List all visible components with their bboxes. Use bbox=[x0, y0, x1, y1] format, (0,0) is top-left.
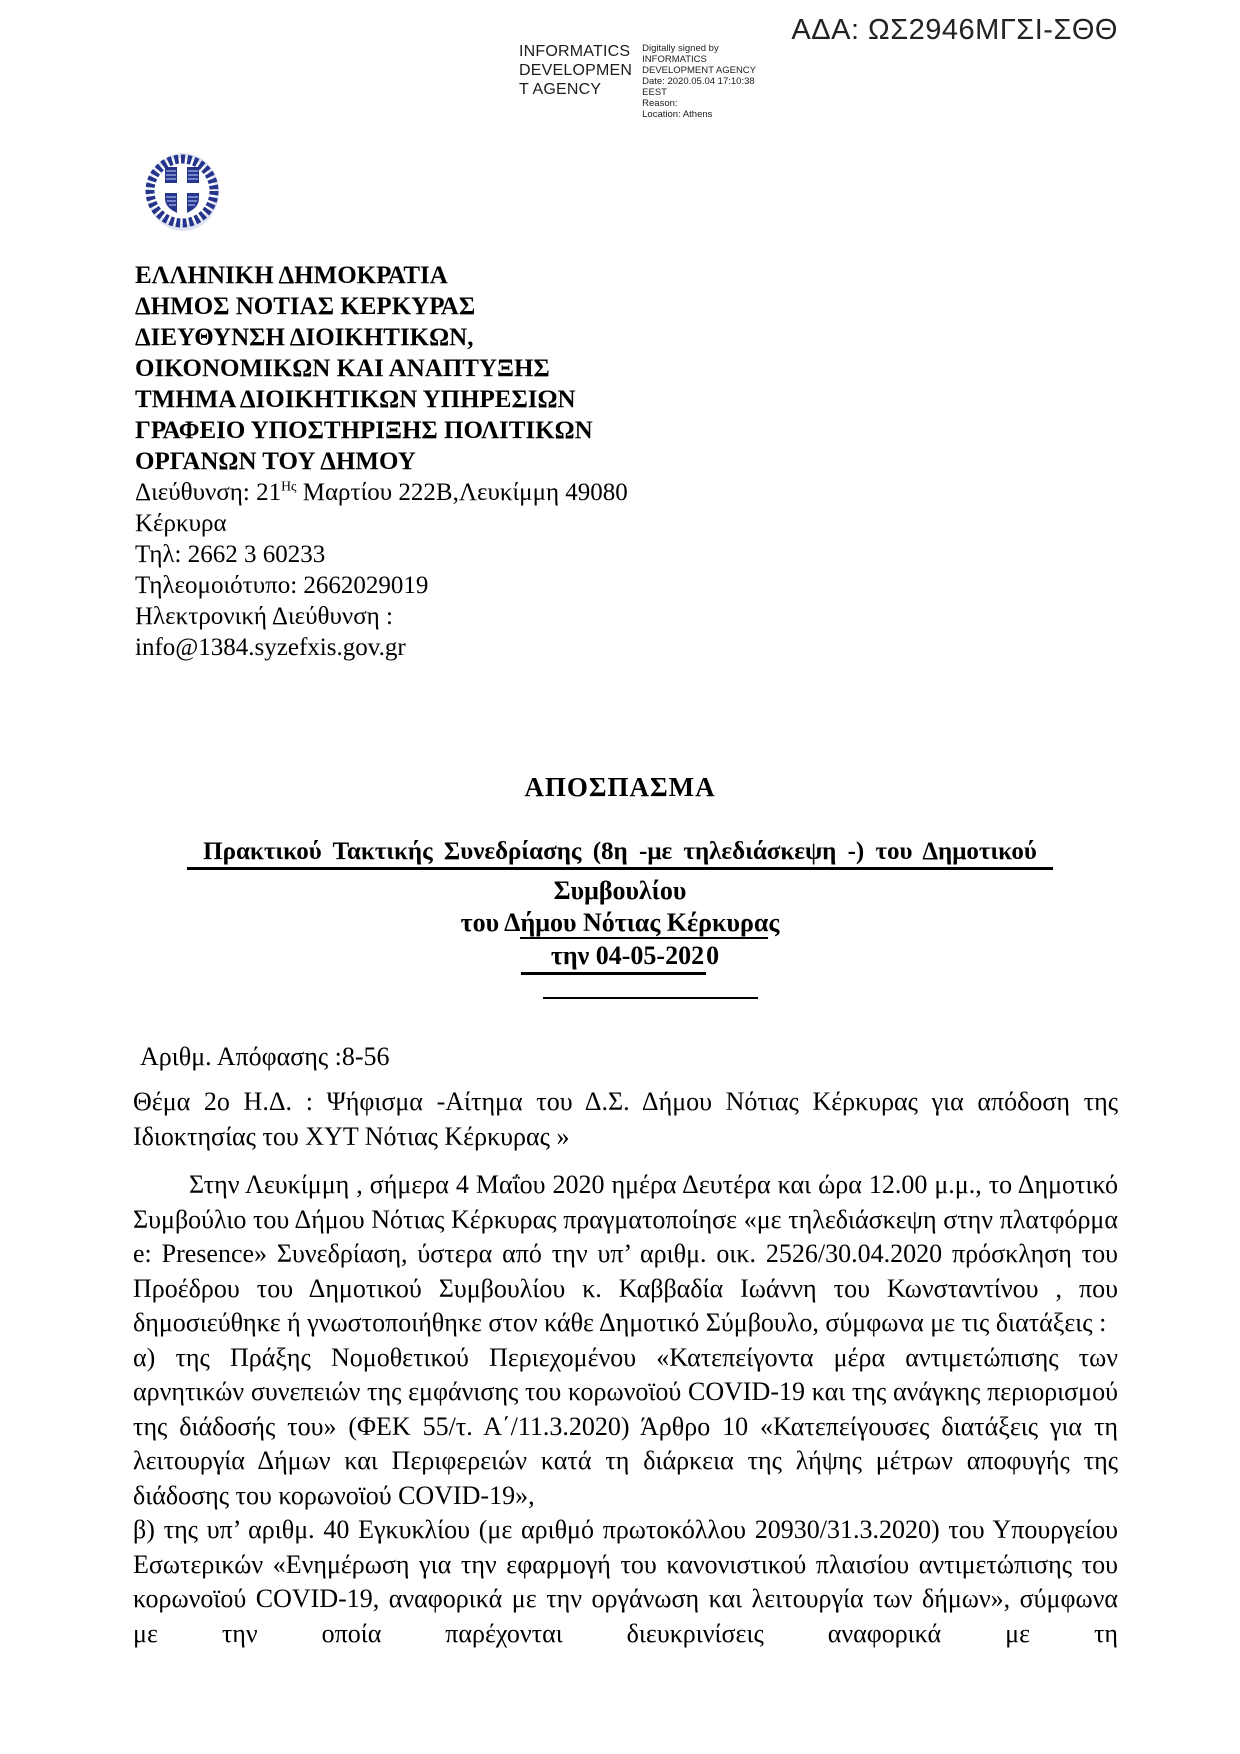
session-heading-line3-prefix: του Δ bbox=[460, 908, 521, 937]
signature-agency-line: INFORMATICS bbox=[519, 43, 631, 60]
signature-detail-line: DEVELOPMENT AGENCY bbox=[642, 65, 756, 76]
body-paragraph-1: Στην Λευκίμμη , σήμερα 4 Μαΐου 2020 ημέρα Δευτέρα και ώρα 12.00 μ.μ., το Δημοτικό Συμβούλιο του Δήμου Νότιας Κέρκυρας πραγματοποίησε «με τηλεδιάσκεψη στην πλατφόρμα e: Presence» Συνεδρίαση, ύστερα από την υπ’ αριθμ. οικ. 2526/30.04.2020 πρόσκληση του Προέδρου του Δημοτικού Συμβουλίου κ. Καββαδία Ιωάννη του Κωνσταντίνου , που δημοσιεύθηκε ή γνωστοποιήθηκε στον κάθε Δημοτικό Σύμβουλο, σύμφωνα με τις διατάξεις : bbox=[133, 1170, 1118, 1337]
agency-email-label: Ηλεκτρονική Διεύθυνση : bbox=[135, 603, 393, 630]
agency-header-line: ΟΡΓΑΝΩΝ ΤΟΥ ΔΗΜΟΥ bbox=[135, 448, 416, 475]
signature-detail-line: EEST bbox=[642, 87, 667, 98]
agency-address bbox=[135, 477, 675, 508]
agency-header-line: ΔΗΜΟΣ ΝΟΤΙΑΣ ΚΕΡΚΥΡΑΣ bbox=[135, 293, 476, 320]
signature-detail-line: Location: Athens bbox=[642, 109, 713, 120]
signature-detail-line: Date: 2020.05.04 17:10:38 bbox=[642, 76, 755, 87]
session-heading-line3-underlined: ήμου Νότιας Κέρκυρα bbox=[520, 908, 769, 937]
body-paragraph-b: β) της υπ’ αριθμ. 40 Εγκυκλίου (με αριθμό πρωτοκόλλου 20930/31.3.2020) του Υπουργείου Εσωτερικών «Ενημέρωση για την εφαρμογή του κανονιστικού πλαισίου αντιμετώπισης του κορωνοϊού COVID-19, αναφορικά με την οργάνωση και λειτουργία των δήμων», σύμφωνα με την οποία παρέχονται διευκρινίσεις αναφορικά με τη bbox=[133, 1515, 1118, 1648]
greek-coat-of-arms-logo bbox=[142, 146, 222, 239]
signature-detail-line: Reason: bbox=[642, 98, 678, 109]
agency-address-city: Κέρκυρα bbox=[135, 510, 227, 537]
signature-agency-line: DEVELOPMEN bbox=[519, 62, 633, 79]
signature-details bbox=[642, 42, 756, 120]
decision-subject: Θέμα 2ο Η.Δ. : Ψήφισμα -Αίτημα του Δ.Σ. Δήμου Νότιας Κέρκυρας για απόδοση της Ιδιοκτησίας του ΧΥΤ Νότιας Κέρκυρας » bbox=[133, 1087, 1118, 1151]
agency-header-line: ΤΜΗΜΑ ΔΙΟΙΚΗΤΙΚΩΝ ΥΠΗΡΕΣΙΩΝ bbox=[135, 386, 576, 413]
session-heading-date-tail: 0 bbox=[706, 941, 720, 970]
session-heading-date bbox=[0, 941, 1240, 975]
session-heading-line3-suffix: ς bbox=[768, 908, 780, 937]
agency-header-line: ΔΙΕΥΘΥΝΣΗ ΔΙΟΙΚΗΤΙΚΩΝ, bbox=[135, 324, 474, 351]
agency-header-line: ΟΙΚΟΝΟΜΙΚΩΝ ΚΑΙ ΑΝΑΠΤΥΞΗΣ bbox=[135, 355, 550, 382]
agency-header-line: ΕΛΛΗΝΙΚΗ ΔΗΜΟΚΡΑΤΙΑ bbox=[135, 262, 448, 289]
body-paragraph-a: α) της Πράξης Νομοθετικού Περιεχομένου «Κατεπείγοντα μέρα αντιμετώπισης των αρνητικών συνεπειών της εμφάνισης του κορωνοϊού COVID-19 και της ανάγκης περιορισμού της διάδοσής του» (ΦΕΚ 55/τ. Α΄/11.3.2020) Άρθρο 10 «Κατεπείγουσες διατάξεις για τη λειτουργία Δήμων και Περιφερειών κατά τη διάρκεια της λήψης μέτρων αποφυγής της διάδοσης του κορωνοϊού COVID-19», bbox=[133, 1342, 1118, 1510]
agency-address-prefix: Διεύθυνση: 21 bbox=[135, 479, 282, 506]
agency-header-line: ΓΡΑΦΕΙΟ ΥΠΟΣΤΗΡΙΞΗΣ ΠΟΛΙΤΙΚΩΝ bbox=[135, 417, 593, 444]
signature-detail-line: INFORMATICS bbox=[642, 54, 707, 65]
session-heading-line3 bbox=[0, 908, 1240, 938]
agency-address-suffix: Μαρτίου 222Β,Λευκίμμη 49080 bbox=[296, 479, 628, 506]
signature-agency-name bbox=[519, 42, 632, 120]
ada-number: ΑΔΑ: ΩΣ2946ΜΓΣΙ-ΣΘΘ bbox=[791, 14, 1118, 46]
session-heading-line1-text: Πρακτικού Τακτικής Συνεδρίασης (8η -με τηλεδιάσκεψη -) του Δημοτικού bbox=[187, 838, 1053, 870]
agency-header bbox=[135, 260, 675, 663]
document-body bbox=[133, 1168, 1118, 1651]
agency-email: info@1384.syzefxis.gov.gr bbox=[135, 634, 406, 661]
agency-fax: Τηλεομοιότυπο: 2662029019 bbox=[135, 572, 429, 599]
session-heading-line1 bbox=[0, 838, 1240, 870]
signature-detail-line: Digitally signed by bbox=[642, 43, 719, 54]
session-heading-date-underlined: την 04-05-202 bbox=[521, 941, 706, 975]
document-title: ΑΠΟΣΠΑΣΜΑ bbox=[524, 772, 716, 802]
agency-address-superscript: Ης bbox=[281, 478, 297, 494]
agency-phone: Τηλ: 2662 3 60233 bbox=[135, 541, 326, 568]
greek-coat-of-arms-icon bbox=[142, 146, 222, 234]
digital-signature-block bbox=[519, 42, 756, 120]
separator-rule bbox=[543, 997, 758, 999]
signature-agency-line: T AGENCY bbox=[519, 81, 602, 98]
session-heading-line2: Συμβουλίου bbox=[553, 876, 687, 905]
decision-number: Αριθμ. Απόφασης :8-56 bbox=[140, 1042, 390, 1071]
